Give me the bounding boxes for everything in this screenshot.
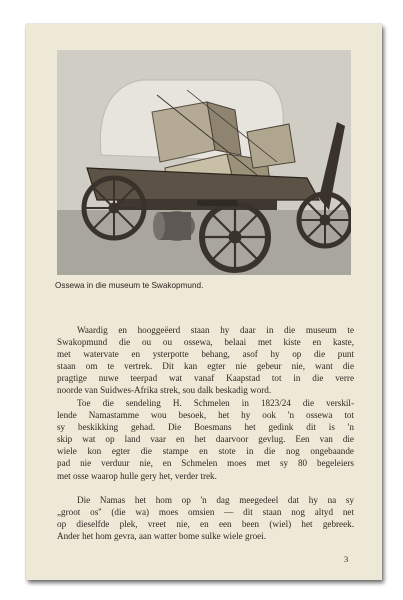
text-line: staan om te vertrek. Dit kan egter nie gebeur nie, want die <box>57 361 354 372</box>
paragraph-2 <box>57 397 354 482</box>
paragraph-3 <box>57 494 354 542</box>
text-line: Ander het hom gevra, aan watter bome sulke wiele groei. <box>57 531 267 542</box>
text-line: op dieselfde plek, vreet nie, en een been (wiel) het gebreek. <box>57 519 354 530</box>
text-line: Die Namas het hom op 'n dag meegedeel dat hy na sy <box>77 495 354 505</box>
text-line: pragtige nuwe teerpad wat vanaf Kaapstad tot in die verre <box>57 373 354 384</box>
text-line: pad nie verduur nie, en Schmelen moes met sy 80 begeleiers <box>57 458 354 469</box>
paragraph-1 <box>57 324 354 397</box>
text-line: noorde van Suidwes-Afrika strek, sou dalk beskadig word. <box>57 385 272 396</box>
text-line: wiele kon egter die stampe en stote in die nog ongebaande <box>57 446 354 457</box>
text-line: skip wat op land vaar en het daarvoor gevlug. Een van die <box>57 434 354 445</box>
ox-wagon-illustration <box>57 50 351 275</box>
book-page <box>26 24 382 580</box>
text-line: Swakopmund die ou ou ossewa, belaai met kiste en kaste, <box>57 337 354 348</box>
ox-wagon-photo <box>57 50 351 275</box>
text-line: Toe die sendeling H. Schmelen in 1823/24 die verskil- <box>77 398 354 408</box>
text-line: Waardig en hooggeëerd staan hy daar in die museum te <box>77 325 354 335</box>
text-line: „groot os'' (die wa) moes omsien — dit staan nog altyd net <box>57 507 354 518</box>
text-line: sy beskikking gehad. Die Boesmans het gedink dit is 'n <box>57 422 354 433</box>
text-line: met osse waarop hulle gery het, verder trek. <box>57 470 217 481</box>
text-line: met watervate en ysterpotte behang, asof hy op die punt <box>57 349 354 360</box>
photo-caption: Ossewa in die museum te Swakopmund. <box>55 281 204 290</box>
page-number: 3 <box>344 554 349 564</box>
text-line: lende Namastamme wou besoek, het hy ook 'n ossewa tot <box>57 410 354 421</box>
